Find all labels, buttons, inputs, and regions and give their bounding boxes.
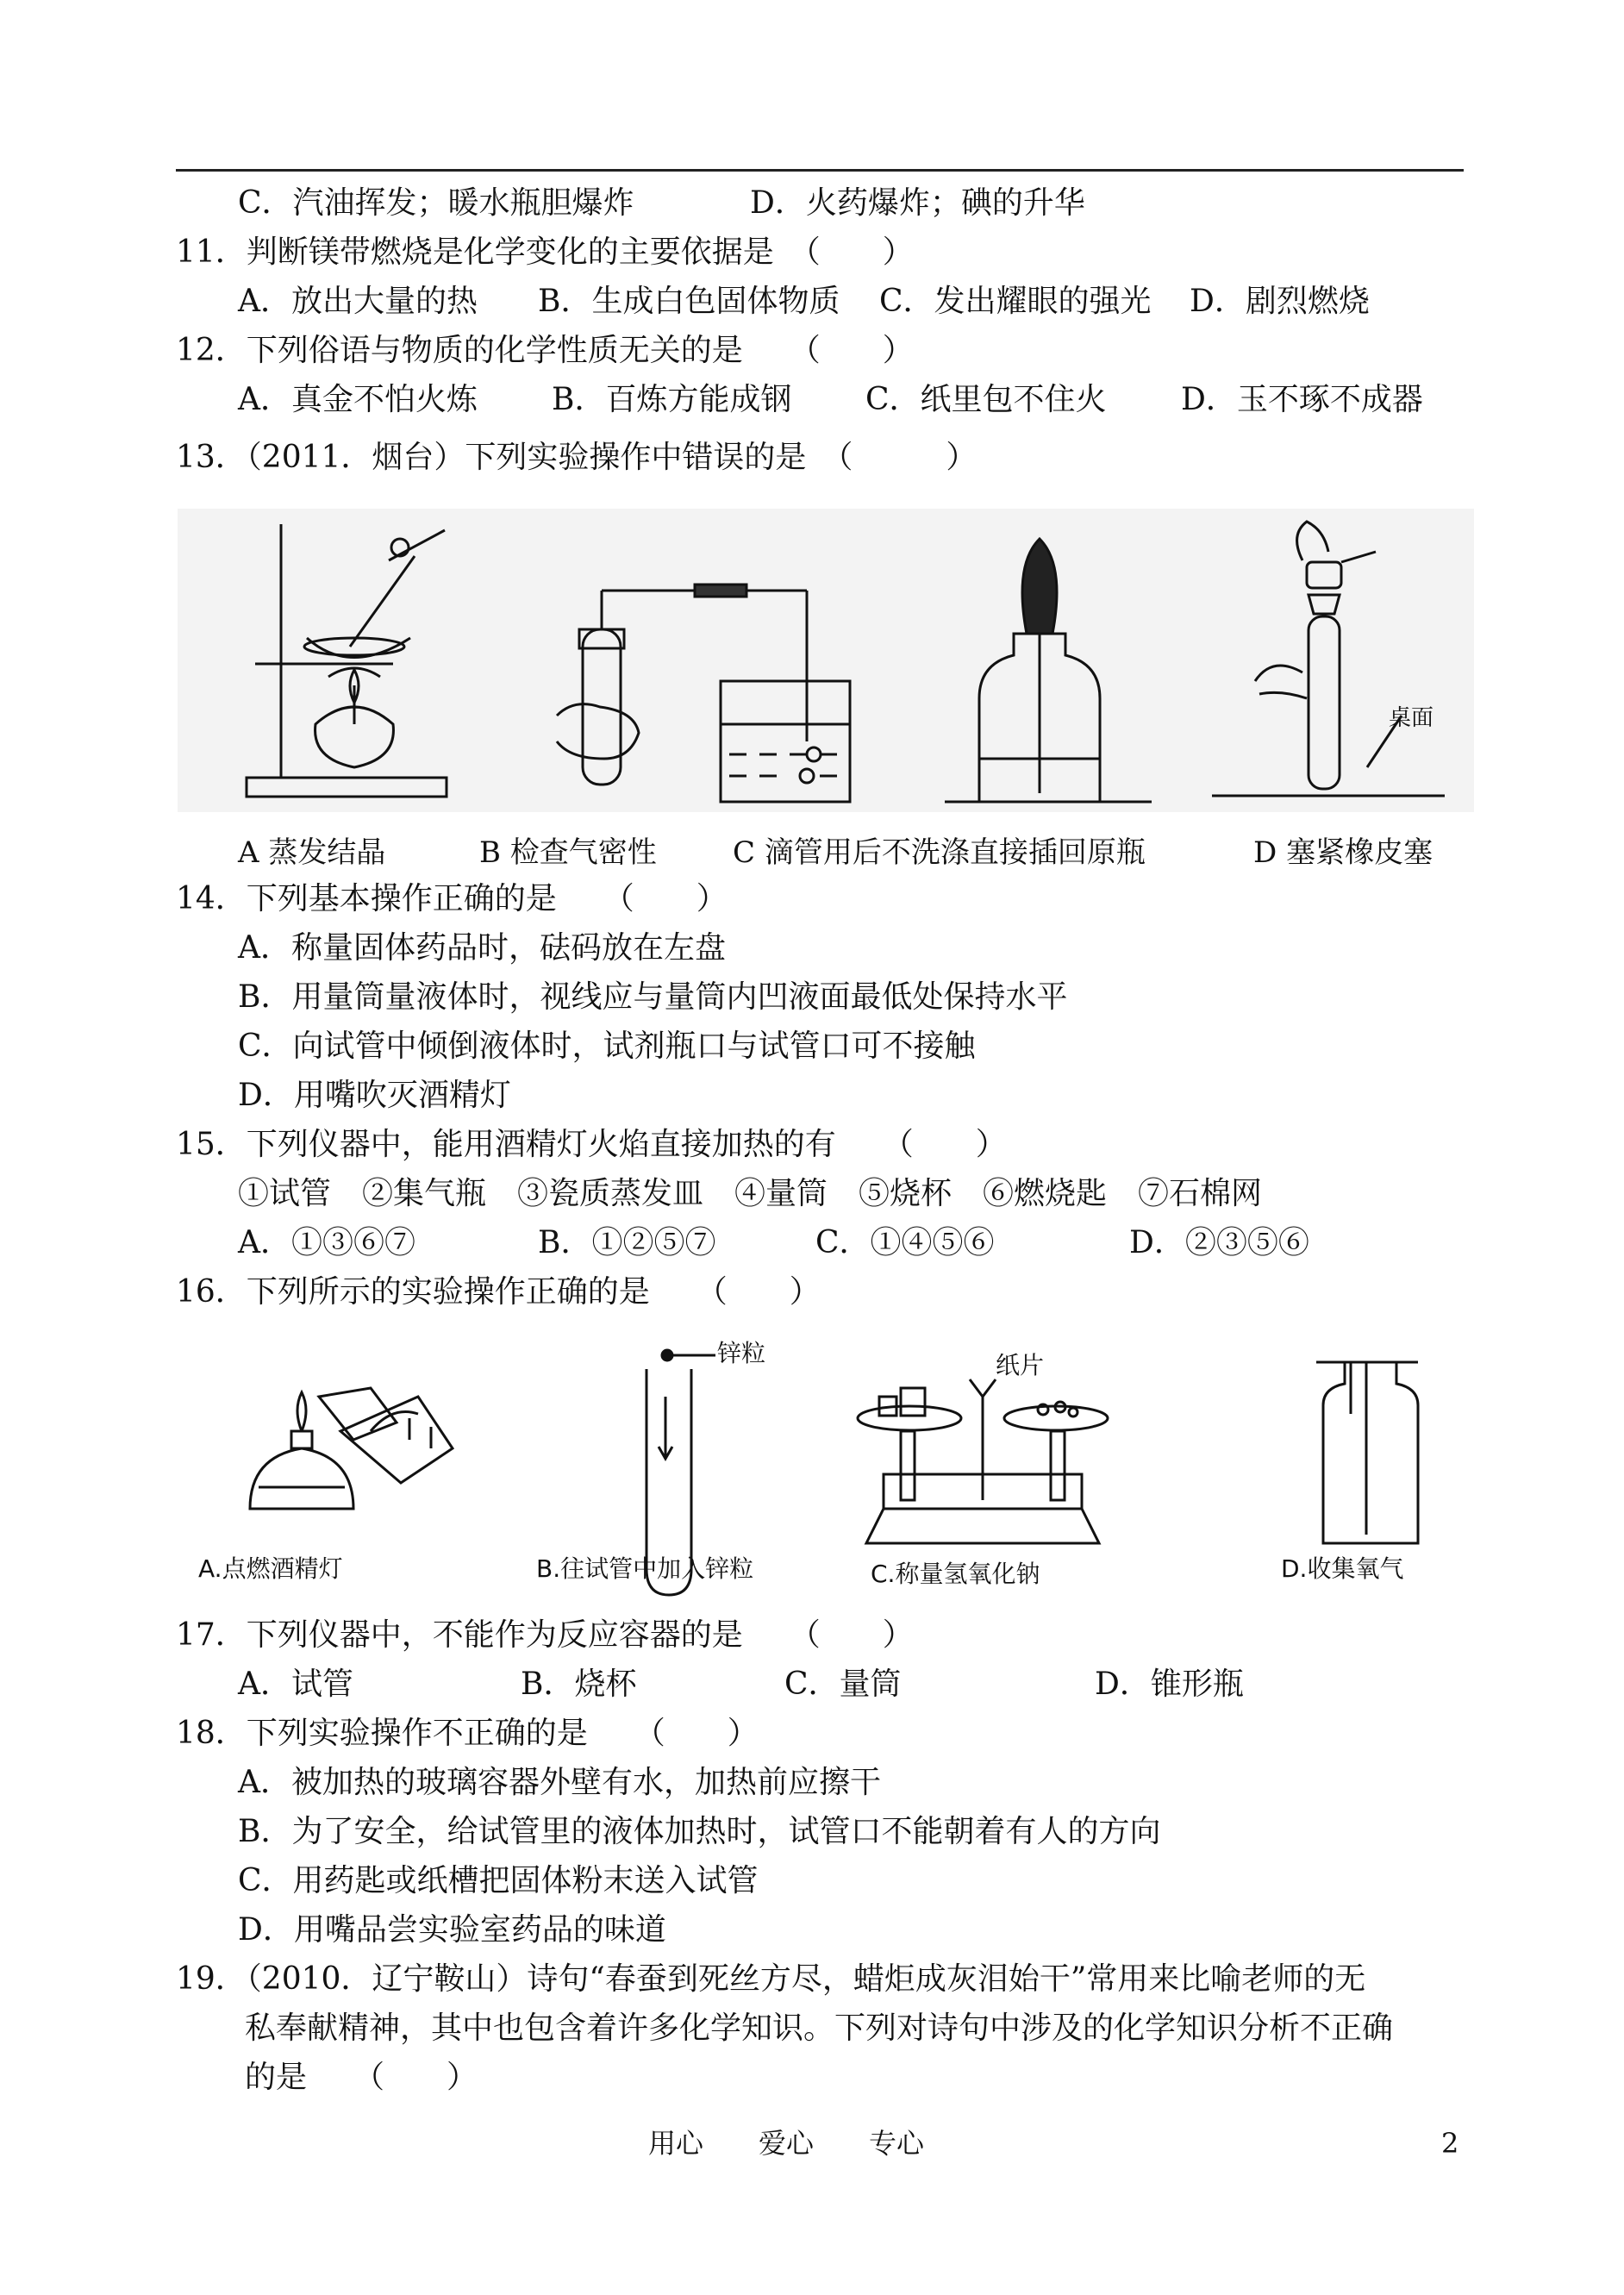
- q17-option-b: B．烧杯: [521, 1667, 637, 1702]
- q10-option-c: C．汽油挥发；暖水瓶胆爆炸: [238, 185, 634, 221]
- q14-option-c: C．向试管中倾倒液体时，试剂瓶口与试管口可不接触: [238, 1029, 976, 1064]
- q14-option-d: D．用嘴吹灭酒精灯: [238, 1078, 511, 1113]
- q16-caption-b: B.往试管中加入锌粒: [536, 1554, 754, 1583]
- q13-figure-d-stopper: [1238, 509, 1462, 812]
- q12-option-c: C．纸里包不住火: [865, 382, 1107, 417]
- q16-stem: 16．下列所示的实验操作正确的是 （ ）: [176, 1274, 821, 1310]
- q19-line-3: 的是 （ ）: [245, 2060, 478, 2095]
- q13-caption-d: D 塞紧橡皮塞: [1253, 835, 1433, 870]
- q13-figure-panel: [178, 509, 1474, 812]
- q14-stem: 14．下列基本操作正确的是 （ ）: [176, 881, 728, 916]
- q13-figure-b-airtightness: [548, 509, 893, 812]
- q17-stem: 17．下列仪器中，不能作为反应容器的是 （ ）: [176, 1617, 914, 1653]
- q14-option-a: A．称量固体药品时，砝码放在左盘: [238, 930, 726, 966]
- q17-option-a: A．试管: [238, 1667, 353, 1702]
- q10-option-d: D．火药爆炸；碘的升华: [750, 185, 1085, 221]
- q17-option-d: D．锥形瓶: [1095, 1667, 1244, 1702]
- q16-figure-a-lighting-lamp: [233, 1379, 474, 1535]
- q15-option-d: D．②③⑤⑥: [1129, 1225, 1309, 1260]
- q18-stem: 18．下列实验操作不正确的是 （ ）: [176, 1716, 759, 1751]
- q15-items: ①试管 ②集气瓶 ③瓷质蒸发皿 ④量筒 ⑤烧杯 ⑥燃烧匙 ⑦石棉网: [238, 1176, 1263, 1211]
- q13-figure-c-dropper: [919, 509, 1177, 812]
- q18-option-c: C．用药匙或纸槽把固体粉末送入试管: [238, 1863, 759, 1898]
- q14-option-b: B．用量筒量液体时，视线应与量筒内凹液面最低处保持水平: [238, 979, 1068, 1015]
- q16-figure-d-gas-bottle: [1315, 1354, 1435, 1552]
- q18-option-a: A．被加热的玻璃容器外壁有水，加热前应擦干: [238, 1765, 881, 1800]
- paper-label: 纸片: [996, 1351, 1045, 1379]
- q12-option-a: A．真金不怕火炼: [238, 382, 478, 417]
- q19-line-2: 私奉献精神，其中也包含着许多化学知识。下列对诗句中涉及的化学知识分析不正确: [245, 2010, 1394, 2046]
- q13-caption-c: C 滴管用后不洗涤直接插回原瓶: [733, 835, 1146, 870]
- q11-option-a: A．放出大量的热: [238, 284, 478, 319]
- q13-figure-a-evaporation: [178, 509, 522, 812]
- q19-line-1: 19．（2010．辽宁鞍山）诗句“春蚕到死丝方尽，蜡炬成灰泪始干”常用来比喻老师的无: [176, 1961, 1366, 1997]
- q12-stem: 12．下列俗语与物质的化学性质无关的是 （ ）: [176, 333, 914, 368]
- q16-caption-d: D.收集氧气: [1281, 1554, 1404, 1583]
- footer-motto: 用心 爱心 专心: [648, 2127, 925, 2160]
- q13-caption-b: B 检查气密性: [479, 835, 657, 870]
- q15-option-a: A．①③⑥⑦: [238, 1225, 415, 1260]
- q13-caption-a: A 蒸发结晶: [238, 835, 386, 870]
- q16-figure-c-balance: [849, 1371, 1142, 1560]
- q15-option-b: B．①②⑤⑦: [538, 1225, 716, 1260]
- header-rule: [176, 169, 1464, 172]
- zinc-label: 锌粒: [717, 1339, 766, 1367]
- q11-option-b: B．生成白色固体物质: [538, 284, 840, 319]
- q16-caption-a: A.点燃酒精灯: [198, 1554, 343, 1583]
- desk-label: 桌面: [1389, 705, 1434, 731]
- q11-option-c: C．发出耀眼的强光: [879, 284, 1152, 319]
- q17-option-c: C．量筒: [784, 1667, 902, 1702]
- q16-caption-c: C.称量氢氧化钠: [871, 1560, 1040, 1588]
- q18-option-d: D．用嘴品尝实验室药品的味道: [238, 1912, 666, 1948]
- q15-stem: 15．下列仪器中，能用酒精灯火焰直接加热的有 （ ）: [176, 1127, 1007, 1162]
- q11-option-d: D．剧烈燃烧: [1190, 284, 1370, 319]
- page-number: 2: [1441, 2127, 1459, 2160]
- q12-option-b: B．百炼方能成钢: [552, 382, 792, 417]
- q13-stem: 13．（2011．烟台）下列实验操作中错误的是 （ ）: [176, 440, 978, 475]
- q18-option-b: B．为了安全，给试管里的液体加热时，试管口不能朝着有人的方向: [238, 1814, 1161, 1849]
- q12-option-d: D．玉不琢不成器: [1181, 382, 1423, 417]
- q15-option-c: C．①④⑤⑥: [815, 1225, 995, 1260]
- q11-stem: 11．判断镁带燃烧是化学变化的主要依据是 （ ）: [176, 235, 914, 270]
